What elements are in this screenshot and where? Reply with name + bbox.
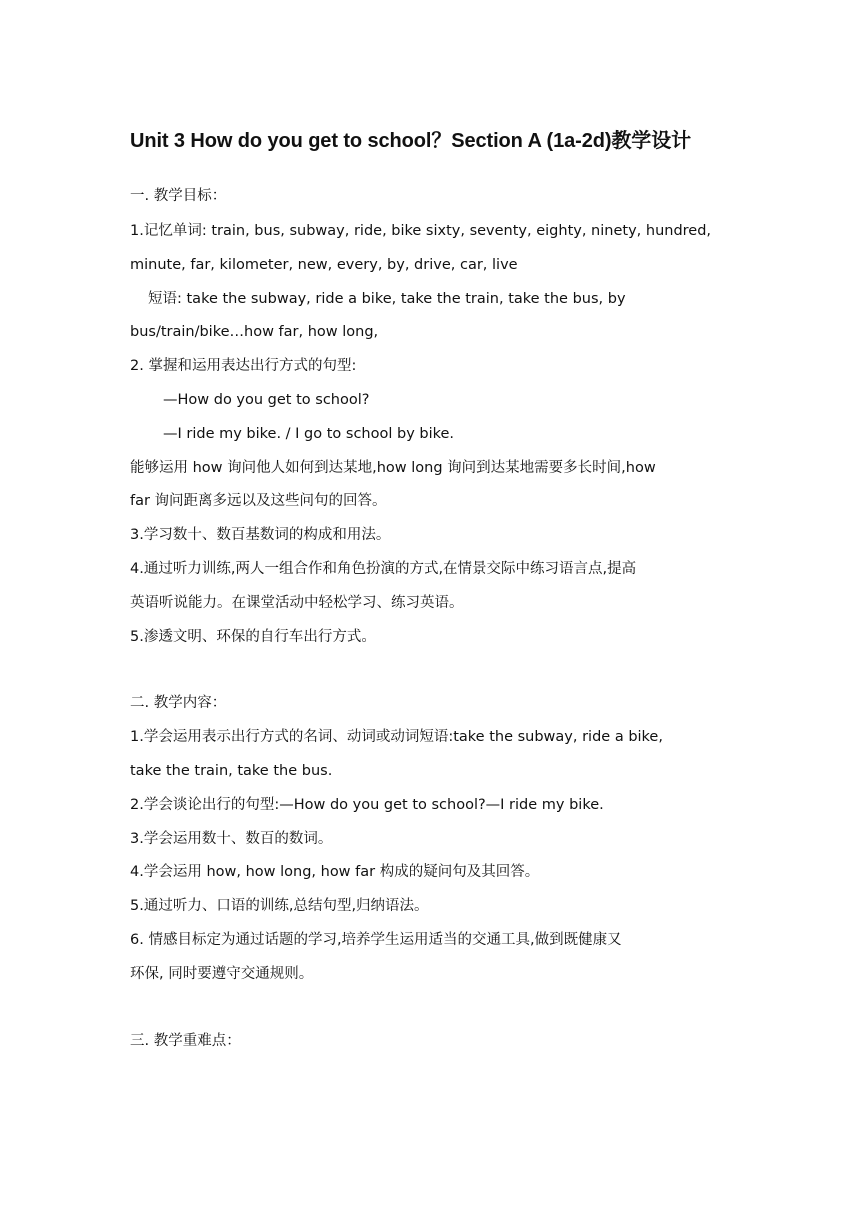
paragraph-line: —How do you get to school? bbox=[163, 392, 370, 408]
paragraph-line: bus/train/bike…how far, how long, bbox=[130, 324, 379, 340]
paragraph-line: 4.学会运用 how, how long, how far 构成的疑问句及其回答。 bbox=[130, 864, 540, 880]
paragraph-line: 1.学会运用表示出行方式的名词、动词或动词短语:take the subway, ride a bike, bbox=[130, 729, 663, 745]
document-title: Unit 3 How do you get to school？Section A (1a-2d)教学设计 bbox=[130, 130, 692, 152]
paragraph-line: take the train, take the bus. bbox=[130, 763, 333, 779]
paragraph-line: 2. 掌握和运用表达出行方式的句型: bbox=[130, 358, 357, 374]
paragraph-line: 4.通过听力训练,两人一组合作和角色扮演的方式,在情景交际中练习语言点,提高 bbox=[130, 561, 637, 577]
paragraph-line: far 询问距离多远以及这些问句的回答。 bbox=[130, 493, 387, 509]
section-heading-content: 二. 教学内容： bbox=[130, 695, 227, 711]
section-heading-key-points: 三. 教学重难点： bbox=[130, 1033, 241, 1049]
paragraph-line: —I ride my bike. / I go to school by bike. bbox=[163, 426, 455, 442]
paragraph-line: 能够运用 how 询问他人如何到达某地,how long 询问到达某地需要多长时间,how bbox=[130, 460, 656, 476]
paragraph-line: 3.学习数十、数百基数词的构成和用法。 bbox=[130, 527, 391, 543]
paragraph-line: 5.通过听力、口语的训练,总结句型,归纳语法。 bbox=[130, 898, 429, 914]
paragraph-line: minute, far, kilometer, new, every, by, drive, car, live bbox=[130, 257, 518, 273]
paragraph-line: 5.渗透文明、环保的自行车出行方式。 bbox=[130, 629, 376, 645]
section-heading-objectives: 一. 教学目标： bbox=[130, 188, 227, 204]
paragraph-line: 短语: take the subway, ride a bike, take the train, take the bus, by bbox=[148, 291, 626, 307]
paragraph-line: 6. 情感目标定为通过话题的学习,培养学生运用适当的交通工具,做到既健康又 bbox=[130, 932, 622, 948]
paragraph-line: 英语听说能力。在课堂活动中轻松学习、练习英语。 bbox=[130, 595, 464, 611]
paragraph-line: 2.学会谈论出行的句型:—How do you get to school?—I ride my bike. bbox=[130, 797, 604, 813]
paragraph-line: 3.学会运用数十、数百的数词。 bbox=[130, 831, 333, 847]
paragraph-line: 环保, 同时要遵守交通规则。 bbox=[130, 966, 314, 982]
paragraph-line: 1.记忆单词: train, bus, subway, ride, bike sixty, seventy, eighty, ninety, hundred, bbox=[130, 223, 712, 239]
